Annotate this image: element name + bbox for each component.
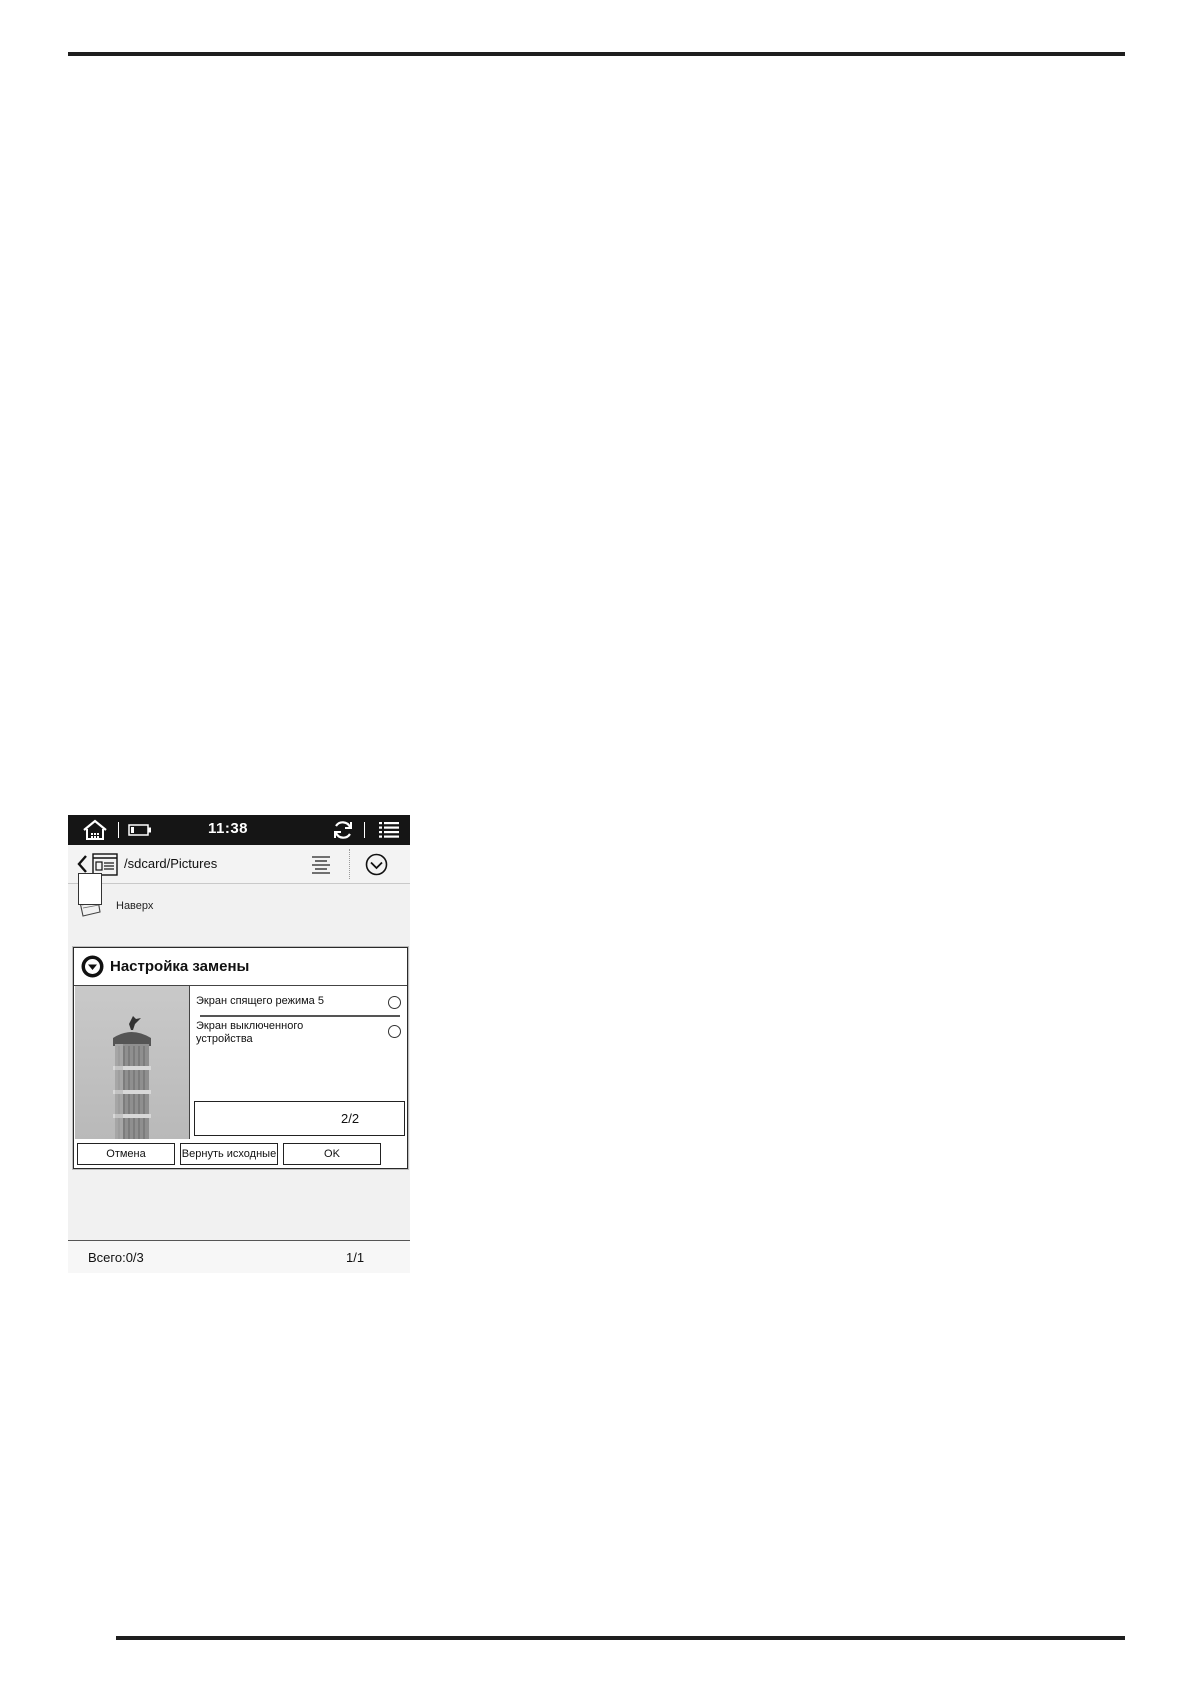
page-bottom-rule xyxy=(116,1636,1125,1640)
dialog-divider xyxy=(189,986,190,1139)
option-label: Экран спящего режима 5 xyxy=(196,995,324,1007)
toolbar-divider xyxy=(349,849,350,879)
status-separator xyxy=(118,822,119,838)
sync-icon[interactable] xyxy=(332,819,354,841)
ok-button[interactable]: OK xyxy=(283,1143,381,1165)
select-check-icon[interactable] xyxy=(365,853,388,876)
option-separator xyxy=(200,1015,400,1017)
menu-list-icon[interactable] xyxy=(378,821,400,839)
option-label: Экран выключенного устройства xyxy=(196,1020,304,1045)
device-screen xyxy=(68,815,410,1273)
list-item-label: Наверх xyxy=(116,900,154,912)
option-radio[interactable] xyxy=(388,1025,401,1038)
collapse-down-icon[interactable] xyxy=(81,955,104,978)
clock: 11:38 xyxy=(207,820,249,837)
option-radio[interactable] xyxy=(388,996,401,1009)
status-footer xyxy=(68,1240,410,1273)
back-arrow-icon[interactable] xyxy=(76,854,88,874)
option-sleep-screen[interactable] xyxy=(196,995,401,1008)
dialog-header xyxy=(74,948,407,986)
replace-settings-dialog xyxy=(73,947,408,1169)
list-item[interactable] xyxy=(68,893,410,923)
dialog-title: Настройка замены xyxy=(110,958,250,975)
pager-indicator: 2/2 xyxy=(341,1111,360,1126)
home-icon[interactable] xyxy=(82,819,108,841)
sort-icon[interactable] xyxy=(310,854,332,876)
page-top-rule xyxy=(68,52,1125,56)
option-poweroff-screen[interactable] xyxy=(196,1020,401,1046)
battery-icon xyxy=(128,824,152,836)
status-separator xyxy=(364,822,365,838)
path-toolbar xyxy=(68,845,410,884)
file-icon[interactable] xyxy=(78,873,102,905)
cancel-button[interactable]: Отмена xyxy=(77,1143,175,1165)
pager-box xyxy=(194,1101,405,1136)
image-preview xyxy=(75,986,189,1139)
status-bar xyxy=(68,815,410,845)
page-indicator: 1/1 xyxy=(346,1250,365,1265)
restore-defaults-button[interactable]: Вернуть исходные xyxy=(180,1143,278,1165)
stork-column-image xyxy=(75,986,189,1139)
total-count: Всего:0/3 xyxy=(88,1250,144,1265)
current-path: /sdcard/Pictures xyxy=(124,856,218,871)
